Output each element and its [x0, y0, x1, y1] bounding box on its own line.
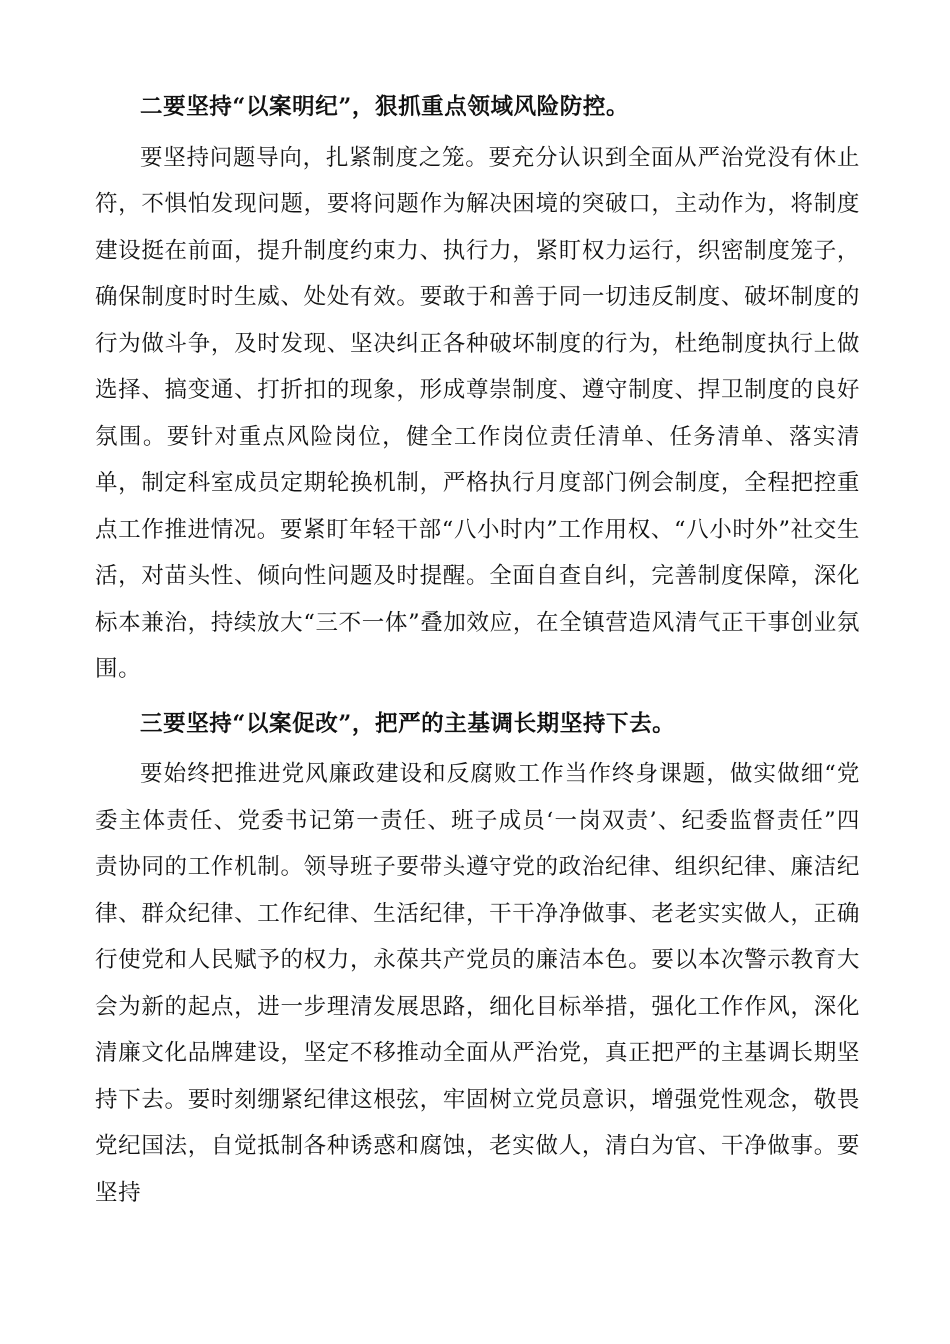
section-heading-2: 二要坚持“以案明纪”，狠抓重点领域风险防控。 [140, 94, 630, 120]
section-paragraph-3: 要始终把推进党风廉政建设和反腐败工作当作终身课题，做实做细“党委主体责任、党委书记第一责任、班子成员‘一岗双责’、纪委监督责任”四责协同的工作机制。领导班子要带头遵守党的政治纪律、组织纪律、廉洁纪律、群众纪律、工作纪律、生活纪律，干干净净做事、老老实实做人，正确行使党和人民赋予的权力，永葆共产党员的廉洁本色。要以本次警示教育大会为新的起点，进一步理清发展思路，细化目标举措，强化工作作风，深化清廉文化品牌建设，坚定不移推动全面从严治党，真正把严的主基调长期坚持下去。要时刻绷紧纪律这根弦，牢固树立党员意识，增强党性观念，敬畏党纪国法，自觉抵制各种诱惑和腐蚀，老实做人，清白为官、干净做事。要坚持 [95, 761, 860, 1206]
section-paragraph-2: 要坚持问题导向，扎紧制度之笼。要充分认识到全面从严治党没有休止符，不惧怕发现问题，要将问题作为解决困境的突破口，主动作为，将制度建设挺在前面，提升制度约束力、执行力，紧盯权力运行，织密制度笼子，确保制度时时生威、处处有效。要敢于和善于同一切违反制度、破坏制度的行为做斗争，及时发现、坚决纠正各种破坏制度的行为，杜绝制度执行上做选择、搞变通、打折扣的现象，形成尊崇制度、遵守制度、捍卫制度的良好氛围。要针对重点风险岗位，健全工作岗位责任清单、任务清单、落实清单，制定科室成员定期轮换机制，严格执行月度部门例会制度，全程把控重点工作推进情况。要紧盯年轻干部“八小时内”工作用权、“八小时外”社交生活，对苗头性、倾向性问题及时提醒。全面自查自纠，完善制度保障，深化标本兼治，持续放大“三不一体”叠加效应，在全镇营造风清气正干事创业氛围。 [95, 144, 860, 682]
document-body [95, 84, 860, 1220]
section-heading-3: 三要坚持“以案促改”，把严的主基调长期坚持下去。 [140, 710, 676, 737]
